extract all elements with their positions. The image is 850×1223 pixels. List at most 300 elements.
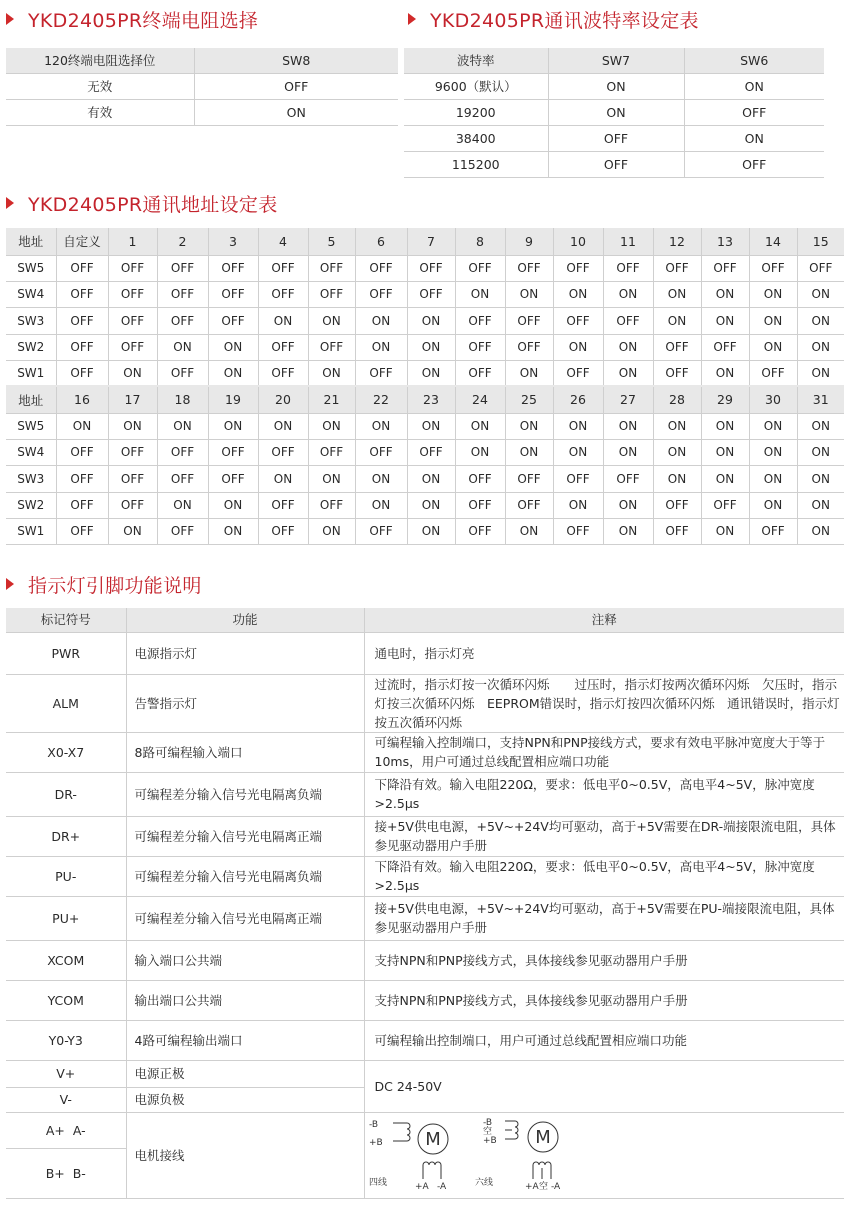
table-cell: ON xyxy=(258,307,308,334)
table-row xyxy=(6,1020,844,1060)
pin-symbol: DR- xyxy=(6,772,126,816)
pin-function: 8路可编程输入端口 xyxy=(126,732,364,772)
section-title-text: 指示灯引脚功能说明 xyxy=(28,574,202,597)
table-cell: OFF xyxy=(455,255,505,281)
table-cell: OFF xyxy=(749,360,797,386)
table-row xyxy=(6,518,844,544)
table-row xyxy=(6,856,844,896)
wire-label: +B xyxy=(482,1135,497,1146)
table-row xyxy=(6,413,844,439)
wire-label: -A xyxy=(550,1181,560,1192)
table-cell: OFF xyxy=(553,255,603,281)
pin-function: 电源指示灯 xyxy=(126,632,364,674)
table-cell: ON xyxy=(308,413,355,439)
table-row xyxy=(404,151,824,177)
table-cell: OFF xyxy=(603,465,653,492)
table-cell: ON xyxy=(308,465,355,492)
motor-letter: M xyxy=(424,1128,441,1150)
table-cell: OFF xyxy=(108,465,157,492)
pin-symbol: A+ A- xyxy=(6,1112,126,1148)
section-title-text: YKD2405PR通讯波特率设定表 xyxy=(430,9,699,32)
table-cell: OFF xyxy=(455,492,505,518)
wire-label: -B xyxy=(368,1119,378,1130)
pin-function: 电源负极 xyxy=(126,1087,364,1112)
bullet-triangle-icon xyxy=(6,197,14,209)
table-cell: OFF xyxy=(553,307,603,334)
header-cell: 3 xyxy=(208,228,258,255)
table-cell: ON xyxy=(505,360,553,386)
table-cell: OFF xyxy=(157,307,208,334)
pin-symbol: PU+ xyxy=(6,896,126,940)
table-cell: OFF xyxy=(258,439,308,465)
table-cell: ON xyxy=(701,413,749,439)
table-cell: OFF xyxy=(157,518,208,544)
table-cell: OFF xyxy=(108,255,157,281)
table-cell: ON xyxy=(505,281,553,307)
header-cell: 波特率 xyxy=(404,48,548,73)
table-row xyxy=(6,1112,844,1148)
pin-symbol: B+ B- xyxy=(6,1148,126,1198)
table-row xyxy=(6,772,844,816)
table-cell: ON xyxy=(797,492,844,518)
table-cell: ON xyxy=(749,307,797,334)
table-cell: ON xyxy=(407,465,455,492)
pin-function: 电源正极 xyxy=(126,1060,364,1087)
table-row xyxy=(6,334,844,360)
pin-function: 告警指示灯 xyxy=(126,674,364,732)
table-cell: OFF xyxy=(56,465,108,492)
table-row xyxy=(6,255,844,281)
table-cell: OFF xyxy=(505,465,553,492)
table-cell: ON xyxy=(701,360,749,386)
header-cell: 17 xyxy=(108,386,157,413)
pin-function: 电机接线 xyxy=(126,1112,364,1198)
section-title-pins xyxy=(6,571,202,597)
table-cell: SW4 xyxy=(6,281,56,307)
table-cell: OFF xyxy=(407,439,455,465)
table-cell: OFF xyxy=(108,439,157,465)
table-cell: OFF xyxy=(355,255,407,281)
table-header-row xyxy=(6,386,844,413)
table-cell: ON xyxy=(505,413,553,439)
table-cell: OFF xyxy=(701,334,749,360)
header-cell: 24 xyxy=(455,386,505,413)
table-cell: ON xyxy=(157,492,208,518)
table-cell: OFF xyxy=(603,307,653,334)
table-cell: ON xyxy=(603,518,653,544)
table-cell: OFF xyxy=(108,492,157,518)
table-cell: OFF xyxy=(56,518,108,544)
header-cell: 地址 xyxy=(6,228,56,255)
table-cell: ON xyxy=(108,413,157,439)
pin-function: 输出端口公共端 xyxy=(126,980,364,1020)
table-cell: ON xyxy=(749,413,797,439)
table-cell: OFF xyxy=(157,360,208,386)
pin-note: DC 24-50V xyxy=(364,1060,844,1112)
pin-function: 4路可编程输出端口 xyxy=(126,1020,364,1060)
table-cell: ON xyxy=(407,307,455,334)
address-table xyxy=(6,228,844,545)
pin-note: 下降沿有效。输入电阻220Ω，要求：低电平0~0.5V，高电平4~5V，脉冲宽度>2.5μs xyxy=(364,856,844,896)
bullet-triangle-icon xyxy=(6,13,14,25)
table-cell: SW1 xyxy=(6,518,56,544)
pin-note: 通电时，指示灯亮 xyxy=(364,632,844,674)
table-header-row xyxy=(404,48,824,73)
table-cell: ON xyxy=(701,439,749,465)
table-cell: ON xyxy=(308,307,355,334)
table-cell: OFF xyxy=(749,518,797,544)
table-cell: OFF xyxy=(56,334,108,360)
table-cell: ON xyxy=(553,413,603,439)
table-cell: OFF xyxy=(355,360,407,386)
table-row xyxy=(6,281,844,307)
pin-symbol: V- xyxy=(6,1087,126,1112)
table-cell: SW5 xyxy=(6,255,56,281)
table-cell: ON xyxy=(603,439,653,465)
table-cell: OFF xyxy=(355,518,407,544)
pin-symbol: XCOM xyxy=(6,940,126,980)
table-cell: ON xyxy=(701,281,749,307)
table-cell: OFF xyxy=(258,518,308,544)
table-header-row xyxy=(6,228,844,255)
table-row xyxy=(6,73,398,99)
table-cell: SW4 xyxy=(6,439,56,465)
table-cell: OFF xyxy=(701,492,749,518)
table-cell: OFF xyxy=(157,465,208,492)
header-cell: 4 xyxy=(258,228,308,255)
pin-symbol: PU- xyxy=(6,856,126,896)
table-cell: OFF xyxy=(56,360,108,386)
table-cell: ON xyxy=(407,360,455,386)
table-cell: ON xyxy=(749,439,797,465)
table-cell: ON xyxy=(208,360,258,386)
pin-note: 下降沿有效。输入电阻220Ω，要求：低电平0~0.5V，高电平4~5V，脉冲宽度>2.5μs xyxy=(364,772,844,816)
pin-note: 接+5V供电电源，+5V~+24V均可驱动，高于+5V需要在PU-端接限流电阻，具体参见驱动器用户手册 xyxy=(364,896,844,940)
table-cell: ON xyxy=(603,360,653,386)
table-cell: ON xyxy=(797,334,844,360)
header-cell: 地址 xyxy=(6,386,56,413)
header-cell: 19 xyxy=(208,386,258,413)
header-cell: 23 xyxy=(407,386,455,413)
table-cell: ON xyxy=(56,413,108,439)
table-row xyxy=(6,980,844,1020)
table-cell: OFF xyxy=(308,439,355,465)
table-row xyxy=(6,465,844,492)
table-cell: ON xyxy=(455,439,505,465)
header-cell: 27 xyxy=(603,386,653,413)
motor-wiring-diagram xyxy=(364,1112,844,1198)
table-cell: ON xyxy=(258,413,308,439)
table-cell: OFF xyxy=(553,465,603,492)
table-cell: ON xyxy=(653,465,701,492)
header-cell: SW6 xyxy=(684,48,824,73)
table-cell: OFF xyxy=(505,492,553,518)
table-cell: OFF xyxy=(653,360,701,386)
pin-note: 接+5V供电电源，+5V~+24V均可驱动，高于+5V需要在DR-端接限流电阻，具体参见驱动器用户手册 xyxy=(364,816,844,856)
table-cell: OFF xyxy=(505,334,553,360)
table-cell: ON xyxy=(553,281,603,307)
table-cell: ON xyxy=(797,307,844,334)
table-cell: OFF xyxy=(56,307,108,334)
table-cell: OFF xyxy=(258,281,308,307)
pin-symbol: X0-X7 xyxy=(6,732,126,772)
wire-label: -A xyxy=(436,1181,446,1192)
table-cell: OFF xyxy=(108,307,157,334)
header-cell: SW7 xyxy=(548,48,684,73)
table-cell: ON xyxy=(797,413,844,439)
header-cell: 16 xyxy=(56,386,108,413)
table-cell: ON xyxy=(653,439,701,465)
header-cell: 25 xyxy=(505,386,553,413)
header-cell: 14 xyxy=(749,228,797,255)
pin-note: 支持NPN和PNP接线方式，具体接线参见驱动器用户手册 xyxy=(364,940,844,980)
table-cell: ON xyxy=(208,518,258,544)
bullet-triangle-icon xyxy=(408,13,416,25)
table-cell: OFF xyxy=(548,125,684,151)
table-cell: ON xyxy=(553,492,603,518)
coil-a-icon xyxy=(423,1162,441,1179)
table-cell: OFF xyxy=(56,492,108,518)
header-cell: SW8 xyxy=(194,48,398,73)
table-cell: ON xyxy=(355,413,407,439)
motor-diagram-svg xyxy=(365,1113,595,1193)
header-cell: 20 xyxy=(258,386,308,413)
wire-label: +A xyxy=(524,1181,539,1192)
table-cell: OFF xyxy=(701,255,749,281)
table-cell: OFF xyxy=(684,151,824,177)
table-cell: ON xyxy=(157,334,208,360)
pin-symbol: ALM xyxy=(6,674,126,732)
table-cell: OFF xyxy=(208,307,258,334)
table-row xyxy=(404,99,824,125)
header-cell: 11 xyxy=(603,228,653,255)
pin-note: 支持NPN和PNP接线方式，具体接线参见驱动器用户手册 xyxy=(364,980,844,1020)
table-cell: ON xyxy=(308,360,355,386)
table-cell: ON xyxy=(797,439,844,465)
table-cell: OFF xyxy=(258,360,308,386)
header-cell: 21 xyxy=(308,386,355,413)
table-row xyxy=(6,492,844,518)
table-cell: ON xyxy=(505,518,553,544)
header-cell: 18 xyxy=(157,386,208,413)
table-cell: 38400 xyxy=(404,125,548,151)
table-cell: ON xyxy=(749,465,797,492)
section-title-text: YKD2405PR终端电阻选择 xyxy=(28,9,259,32)
table-row xyxy=(6,307,844,334)
pin-function: 可编程差分输入信号光电隔离正端 xyxy=(126,816,364,856)
table-cell: ON xyxy=(208,334,258,360)
table-cell: ON xyxy=(684,73,824,99)
table-cell: OFF xyxy=(749,255,797,281)
pin-symbol: Y0-Y3 xyxy=(6,1020,126,1060)
table-cell: ON xyxy=(797,465,844,492)
termination-table xyxy=(6,48,398,126)
table-row xyxy=(6,674,844,732)
table-cell: ON xyxy=(208,492,258,518)
table-cell: 有效 xyxy=(6,99,194,125)
header-cell: 30 xyxy=(749,386,797,413)
wire-label: +A xyxy=(414,1181,429,1192)
header-cell: 9 xyxy=(505,228,553,255)
table-cell: OFF xyxy=(208,465,258,492)
header-cell: 自定义 xyxy=(56,228,108,255)
table-cell: ON xyxy=(553,439,603,465)
table-cell: SW2 xyxy=(6,492,56,518)
table-cell: OFF xyxy=(258,255,308,281)
table-cell: ON xyxy=(355,307,407,334)
diagram-caption: 四线 xyxy=(368,1177,387,1188)
header-cell: 12 xyxy=(653,228,701,255)
table-cell: OFF xyxy=(455,360,505,386)
table-cell: OFF xyxy=(194,73,398,99)
table-cell: ON xyxy=(194,99,398,125)
table-cell: ON xyxy=(355,465,407,492)
table-cell: ON xyxy=(701,518,749,544)
table-cell: OFF xyxy=(258,492,308,518)
header-cell: 13 xyxy=(701,228,749,255)
header-cell: 10 xyxy=(553,228,603,255)
table-cell: ON xyxy=(455,413,505,439)
table-cell: 19200 xyxy=(404,99,548,125)
table-cell: ON xyxy=(355,334,407,360)
pin-function: 可编程差分输入信号光电隔离负端 xyxy=(126,856,364,896)
table-cell: OFF xyxy=(355,439,407,465)
table-cell: SW3 xyxy=(6,307,56,334)
table-cell: ON xyxy=(553,334,603,360)
header-cell: 120终端电阻选择位 xyxy=(6,48,194,73)
table-cell: ON xyxy=(407,334,455,360)
pin-note: 可编程输出控制端口，用户可通过总线配置相应端口功能 xyxy=(364,1020,844,1060)
table-cell: ON xyxy=(108,360,157,386)
table-cell: ON xyxy=(407,518,455,544)
diagram-caption: 六线 xyxy=(474,1177,493,1188)
table-cell: OFF xyxy=(548,151,684,177)
table-cell: OFF xyxy=(157,439,208,465)
pin-note: 可编程输入控制端口，支持NPN和PNP接线方式，要求有效电平脉冲宽度大于等于10ms，用户可通过总线配置相应端口功能 xyxy=(364,732,844,772)
table-cell: OFF xyxy=(553,518,603,544)
table-cell: OFF xyxy=(208,281,258,307)
header-cell: 26 xyxy=(553,386,603,413)
table-cell: 115200 xyxy=(404,151,548,177)
table-cell: OFF xyxy=(157,255,208,281)
table-cell: ON xyxy=(603,334,653,360)
header-cell: 2 xyxy=(157,228,208,255)
table-cell: OFF xyxy=(653,334,701,360)
table-cell: OFF xyxy=(455,334,505,360)
table-cell: ON xyxy=(407,492,455,518)
table-cell: OFF xyxy=(653,492,701,518)
table-cell: OFF xyxy=(308,255,355,281)
table-row xyxy=(6,360,844,386)
table-cell: 无效 xyxy=(6,73,194,99)
wire-label: +B xyxy=(368,1137,383,1148)
table-cell: ON xyxy=(603,492,653,518)
table-row xyxy=(6,99,398,125)
table-cell: ON xyxy=(749,492,797,518)
table-cell: ON xyxy=(603,413,653,439)
table-cell: OFF xyxy=(653,518,701,544)
pin-function-table xyxy=(6,608,844,1199)
header-cell: 6 xyxy=(355,228,407,255)
table-cell: SW2 xyxy=(6,334,56,360)
section-title-baud xyxy=(408,6,699,32)
header-cell: 31 xyxy=(797,386,844,413)
table-cell: SW3 xyxy=(6,465,56,492)
table-cell: ON xyxy=(749,334,797,360)
header-cell: 29 xyxy=(701,386,749,413)
table-cell: OFF xyxy=(157,281,208,307)
table-cell: OFF xyxy=(108,281,157,307)
section-title-address xyxy=(6,190,278,216)
table-cell: OFF xyxy=(108,334,157,360)
table-row xyxy=(6,816,844,856)
table-row xyxy=(6,732,844,772)
header-cell: 8 xyxy=(455,228,505,255)
table-cell: ON xyxy=(701,307,749,334)
wire-label: 空 xyxy=(482,1126,492,1137)
table-cell: ON xyxy=(548,99,684,125)
table-cell: OFF xyxy=(208,439,258,465)
pin-function: 可编程差分输入信号光电隔离正端 xyxy=(126,896,364,940)
table-cell: ON xyxy=(653,281,701,307)
table-cell: OFF xyxy=(355,281,407,307)
table-cell: OFF xyxy=(603,255,653,281)
table-cell: OFF xyxy=(407,281,455,307)
table-row xyxy=(404,73,824,99)
table-cell: ON xyxy=(208,413,258,439)
table-cell: ON xyxy=(258,465,308,492)
header-cell: 功能 xyxy=(126,608,364,632)
table-cell: OFF xyxy=(553,360,603,386)
table-row xyxy=(6,1060,844,1087)
table-header-row xyxy=(6,48,398,73)
section-title-text: YKD2405PR通讯地址设定表 xyxy=(28,193,278,216)
pin-symbol: DR+ xyxy=(6,816,126,856)
table-row xyxy=(6,632,844,674)
table-cell: OFF xyxy=(56,255,108,281)
table-cell: OFF xyxy=(407,255,455,281)
table-cell: OFF xyxy=(208,255,258,281)
table-cell: ON xyxy=(108,518,157,544)
table-cell: ON xyxy=(653,307,701,334)
table-cell: ON xyxy=(684,125,824,151)
table-cell: ON xyxy=(548,73,684,99)
table-cell: OFF xyxy=(505,255,553,281)
baud-rate-table xyxy=(404,48,824,178)
table-cell: OFF xyxy=(455,465,505,492)
table-cell: ON xyxy=(701,465,749,492)
header-cell: 28 xyxy=(653,386,701,413)
pin-symbol: V+ xyxy=(6,1060,126,1087)
table-cell: ON xyxy=(407,413,455,439)
table-cell: OFF xyxy=(797,255,844,281)
table-cell: OFF xyxy=(455,307,505,334)
table-cell: ON xyxy=(455,281,505,307)
table-cell: ON xyxy=(797,518,844,544)
table-cell: ON xyxy=(653,413,701,439)
table-cell: OFF xyxy=(56,281,108,307)
header-cell: 5 xyxy=(308,228,355,255)
table-cell: OFF xyxy=(308,492,355,518)
table-row xyxy=(404,125,824,151)
table-cell: OFF xyxy=(308,334,355,360)
table-cell: ON xyxy=(749,281,797,307)
coil-b-icon xyxy=(393,1123,410,1141)
header-cell: 15 xyxy=(797,228,844,255)
table-cell: ON xyxy=(797,281,844,307)
coil-b-icon xyxy=(505,1121,518,1139)
table-cell: OFF xyxy=(56,439,108,465)
